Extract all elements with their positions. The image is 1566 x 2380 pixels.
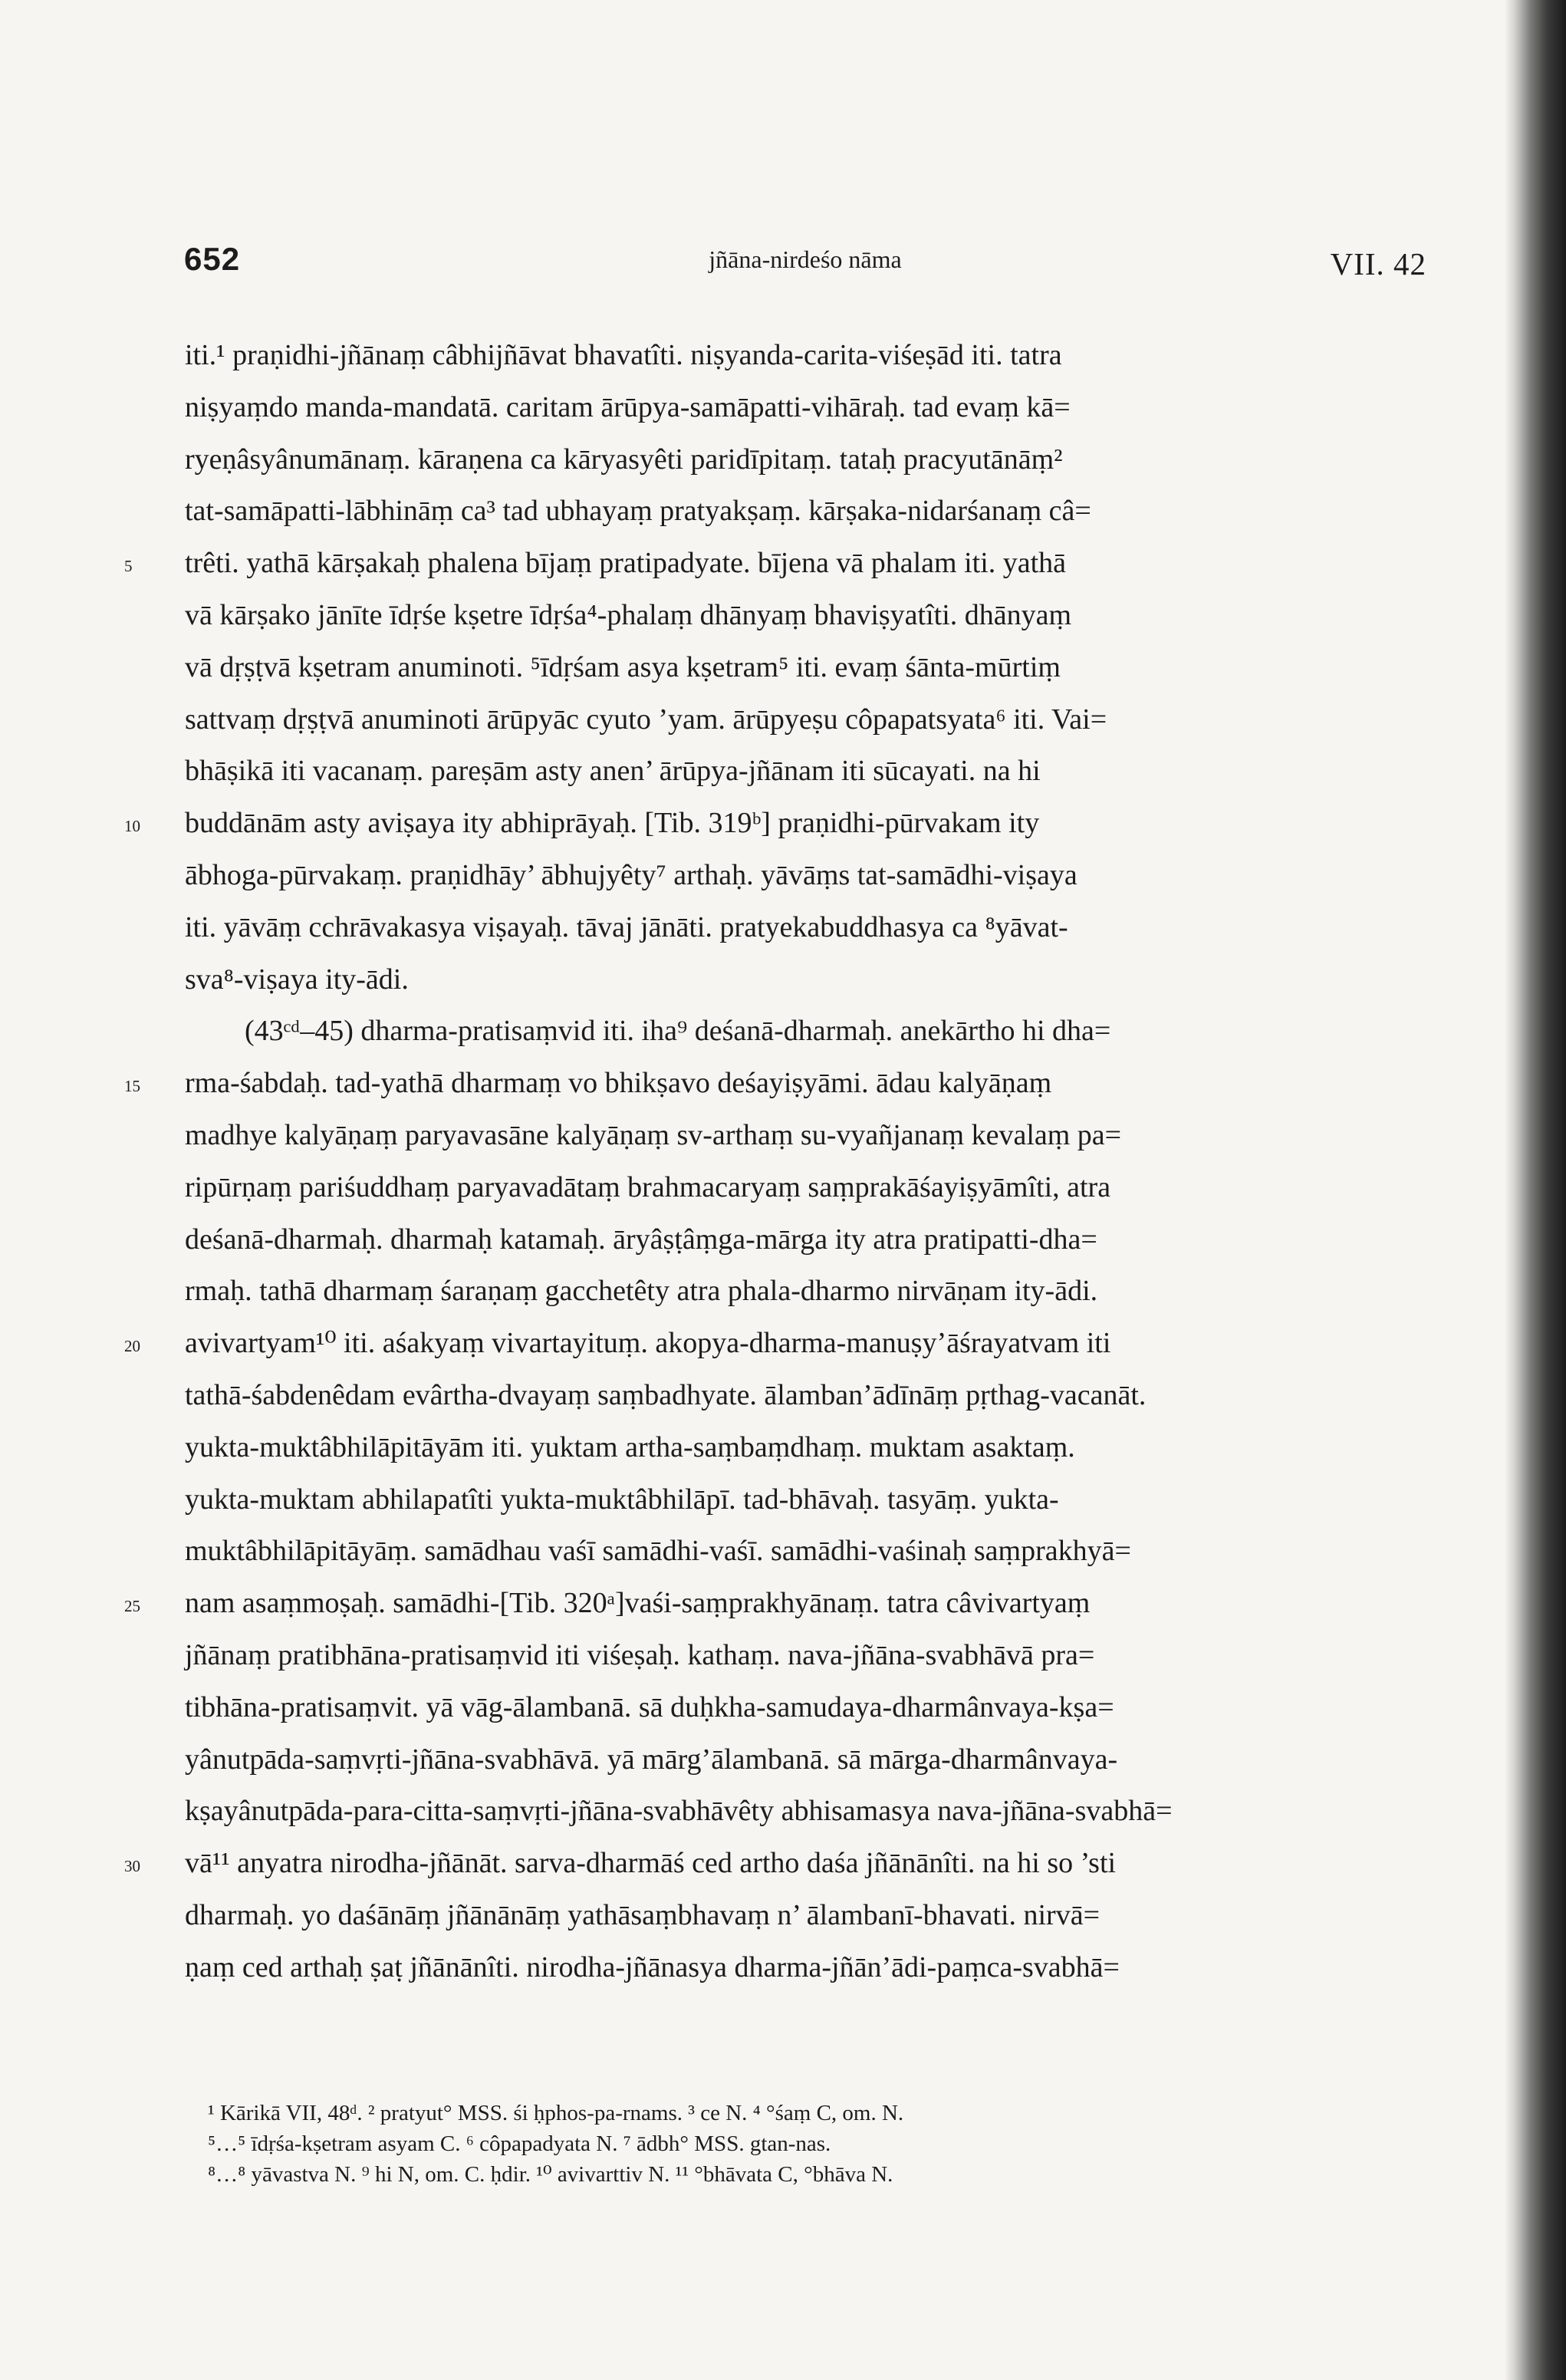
- text-line: [185, 1162, 1427, 1214]
- line-text: rma-śabdaḥ. tad-yathā dharmaṃ vo bhikṣavo deśayiṣyāmi. ādau kalyāṇaṃ: [185, 1067, 1052, 1100]
- text-line: [185, 1526, 1427, 1578]
- line-text: avivartyam¹⁰ iti. aśakyaṃ vivartayituṃ. akopya-dharma-manuṣy’āśrayatvam iti: [185, 1327, 1111, 1360]
- text-line: [124, 1318, 1427, 1370]
- line-number: 15: [124, 1077, 140, 1096]
- line-text: ryeṇâsyânumānaṃ. kāraṇena ca kāryasyêti paridīpitaṃ. tataḥ pracyutānāṃ²: [185, 443, 1063, 476]
- line-text: iti.¹ praṇidhi-jñānaṃ câbhijñāvat bhavatîti. niṣyanda-carita-viśeṣād iti. tatra: [185, 339, 1062, 371]
- line-text: trêti. yathā kārṣakaḥ phalena bījaṃ pratipadyate. bījena vā phalam iti. yathā: [185, 547, 1067, 580]
- footnote-line: ⁵…⁵ īdṛśa-kṣetram asyam C. ⁶ côpapadyata N. ⁷ ādbh° MSS. gtan-nas.: [208, 2131, 831, 2156]
- line-number: 20: [124, 1337, 140, 1356]
- text-line: [185, 382, 1427, 434]
- line-text: dharmaḥ. yo daśānāṃ jñānānāṃ yathāsaṃbhavaṃ n’ ālambanī-bhavati. nirvā=: [185, 1898, 1100, 1931]
- text-line: [185, 1110, 1427, 1162]
- line-number: 5: [124, 557, 133, 576]
- line-text: jñānaṃ pratibhāna-pratisaṃvid iti viśeṣaḥ. kathaṃ. nava-jñāna-svabhāvā pra=: [185, 1638, 1095, 1671]
- text-line: [185, 1006, 1427, 1058]
- line-text: rmaḥ. tathā dharmaṃ śaraṇaṃ gacchetêty atra phala-dharmo nirvāṇam ity-ādi.: [185, 1275, 1098, 1308]
- line-text: tathā-śabdenêdam evârtha-dvayaṃ saṃbadhyate. ālamban’ādīnāṃ pṛthag-vacanāt.: [185, 1378, 1147, 1411]
- text-line: [185, 1266, 1427, 1318]
- text-line: [185, 434, 1427, 486]
- footnotes-block: [185, 2098, 1427, 2190]
- line-number: 25: [124, 1597, 140, 1616]
- line-text: madhye kalyāṇaṃ paryavasāne kalyāṇaṃ sv-arthaṃ su-vyañjanaṃ kevalaṃ pa=: [185, 1118, 1122, 1151]
- main-text-block: [124, 330, 1427, 1994]
- text-line: [185, 330, 1427, 382]
- line-text: vā dṛṣṭvā kṣetram anuminoti. ⁵īdṛśam asya kṣetram⁵ iti. evaṃ śānta-mūrtiṃ: [185, 650, 1061, 683]
- text-line: [185, 486, 1427, 538]
- line-text: tibhāna-pratisaṃvit. yā vāg-ālambanā. sā duḥkha-samudaya-dharmânvaya-kṣa=: [185, 1690, 1114, 1723]
- footnote-line: ¹ Kārikā VII, 48ᵈ. ² pratyut° MSS. śi ḥphos-pa-rnams. ³ ce N. ⁴ °śaṃ C, om. N.: [208, 2101, 904, 2125]
- line-text: yukta-muktâbhilāpitāyām iti. yuktam artha-saṃbaṃdhaṃ. muktam asaktaṃ.: [185, 1430, 1075, 1463]
- text-line: [185, 1422, 1427, 1474]
- text-line: [185, 746, 1427, 798]
- line-text: niṣyaṃdo manda-mandatā. caritam ārūpya-samāpatti-vihāraḥ. tad evaṃ kā=: [185, 390, 1071, 423]
- text-line: [185, 694, 1427, 746]
- section-reference: VII. 42: [1330, 246, 1426, 281]
- line-text: muktâbhilāpitāyāṃ. samādhau vaśī samādhi-vaśī. samādhi-vaśinaḥ saṃprakhyā=: [185, 1535, 1131, 1568]
- text-line: [185, 590, 1427, 642]
- text-line: [185, 1370, 1427, 1422]
- line-text: yânutpāda-saṃvṛti-jñāna-svabhāvā. yā mārg’ālambanā. sā mārga-dharmânvaya-: [185, 1743, 1118, 1776]
- line-text: vā kārṣako jānīte īdṛśe kṣetre īdṛśa⁴-phalaṃ dhānyaṃ bhaviṣyatîti. dhānyaṃ: [185, 598, 1072, 631]
- line-text: ābhoga-pūrvakaṃ. praṇidhāy’ ābhujyêty⁷ arthaḥ. yāvāṃs tat-samādhi-viṣaya: [185, 858, 1077, 891]
- footnote-line: ⁸…⁸ yāvastva N. ⁹ hi N, om. C. ḥdir. ¹⁰ avivarttiv N. ¹¹ °bhāvata C, °bhāva N.: [208, 2162, 893, 2187]
- running-title: jñāna-nirdeśo nāma: [709, 245, 902, 273]
- text-line: [124, 1058, 1427, 1110]
- scanned-binding-edge: [1505, 0, 1566, 2380]
- text-line: [185, 1942, 1427, 1994]
- text-line: [185, 1682, 1427, 1734]
- text-line: [185, 1214, 1427, 1266]
- page-number: 652: [184, 241, 241, 277]
- line-text: bhāṣikā iti vacanaṃ. pareṣām asty anen’ ārūpya-jñānam iti sūcayati. na hi: [185, 755, 1041, 788]
- line-text: buddānām asty aviṣaya ity abhiprāyaḥ. [Tib. 319ᵇ] praṇidhi-pūrvakam ity: [185, 807, 1040, 840]
- text-line: [185, 642, 1427, 694]
- text-line: [185, 1890, 1427, 1942]
- line-text: sva⁸-viṣaya ity-ādi.: [185, 963, 409, 996]
- text-line: [124, 1838, 1427, 1890]
- text-line: [185, 902, 1427, 954]
- line-number: 30: [124, 1857, 140, 1876]
- line-text: vā¹¹ anyatra nirodha-jñānāt. sarva-dharmāś ced artho daśa jñānānîti. na hi so ’sti: [185, 1847, 1117, 1880]
- line-text: sattvaṃ dṛṣṭvā anuminoti ārūpyāc cyuto ’yam. ārūpyeṣu côpapatsyata⁶ iti. Vai=: [185, 703, 1107, 736]
- line-text: ṇaṃ ced arthaḥ ṣaṭ jñānānîti. nirodha-jñānasya dharma-jñān’ādi-paṃca-svabhā=: [185, 1950, 1120, 1983]
- text-line: [124, 538, 1427, 590]
- line-text: deśanā-dharmaḥ. dharmaḥ katamaḥ. āryâṣṭâṃga-mārga ity atra pratipatti-dha=: [185, 1223, 1097, 1256]
- text-line: [185, 1734, 1427, 1786]
- text-line: [185, 954, 1427, 1006]
- line-number: 10: [124, 817, 140, 836]
- text-line: [185, 1786, 1427, 1838]
- line-text: nam asaṃmoṣaḥ. samādhi-[Tib. 320ᵃ]vaśi-saṃprakhyānaṃ. tatra câvivartyaṃ: [185, 1587, 1091, 1620]
- text-line: [185, 1630, 1427, 1682]
- text-line: [124, 798, 1427, 850]
- line-text: iti. yāvāṃ cchrāvakasya viṣayaḥ. tāvaj jānāti. pratyekabuddhasya ca ⁸yāvat-: [185, 910, 1068, 943]
- line-text: kṣayânutpāda-para-citta-saṃvṛti-jñāna-svabhāvêty abhisamasya nava-jñāna-svabhā=: [185, 1795, 1173, 1828]
- text-line: [185, 1474, 1427, 1526]
- text-line: [185, 850, 1427, 902]
- text-line: [124, 1578, 1427, 1630]
- line-text: tat-samāpatti-lābhināṃ ca³ tad ubhayaṃ pratyakṣaṃ. kārṣaka-nidarśanaṃ câ=: [185, 495, 1091, 528]
- line-text: (43ᶜᵈ–45) dharma-pratisaṃvid iti. iha⁹ deśanā-dharmaḥ. anekārtho hi dha=: [245, 1015, 1111, 1048]
- line-text: yukta-muktam abhilapatîti yukta-muktâbhilāpī. tad-bhāvaḥ. tasyāṃ. yukta-: [185, 1483, 1059, 1516]
- line-text: ripūrṇaṃ pariśuddhaṃ paryavadātaṃ brahmacaryaṃ saṃprakāśayiṣyāmîti, atra: [185, 1170, 1111, 1203]
- running-head: [184, 235, 1426, 281]
